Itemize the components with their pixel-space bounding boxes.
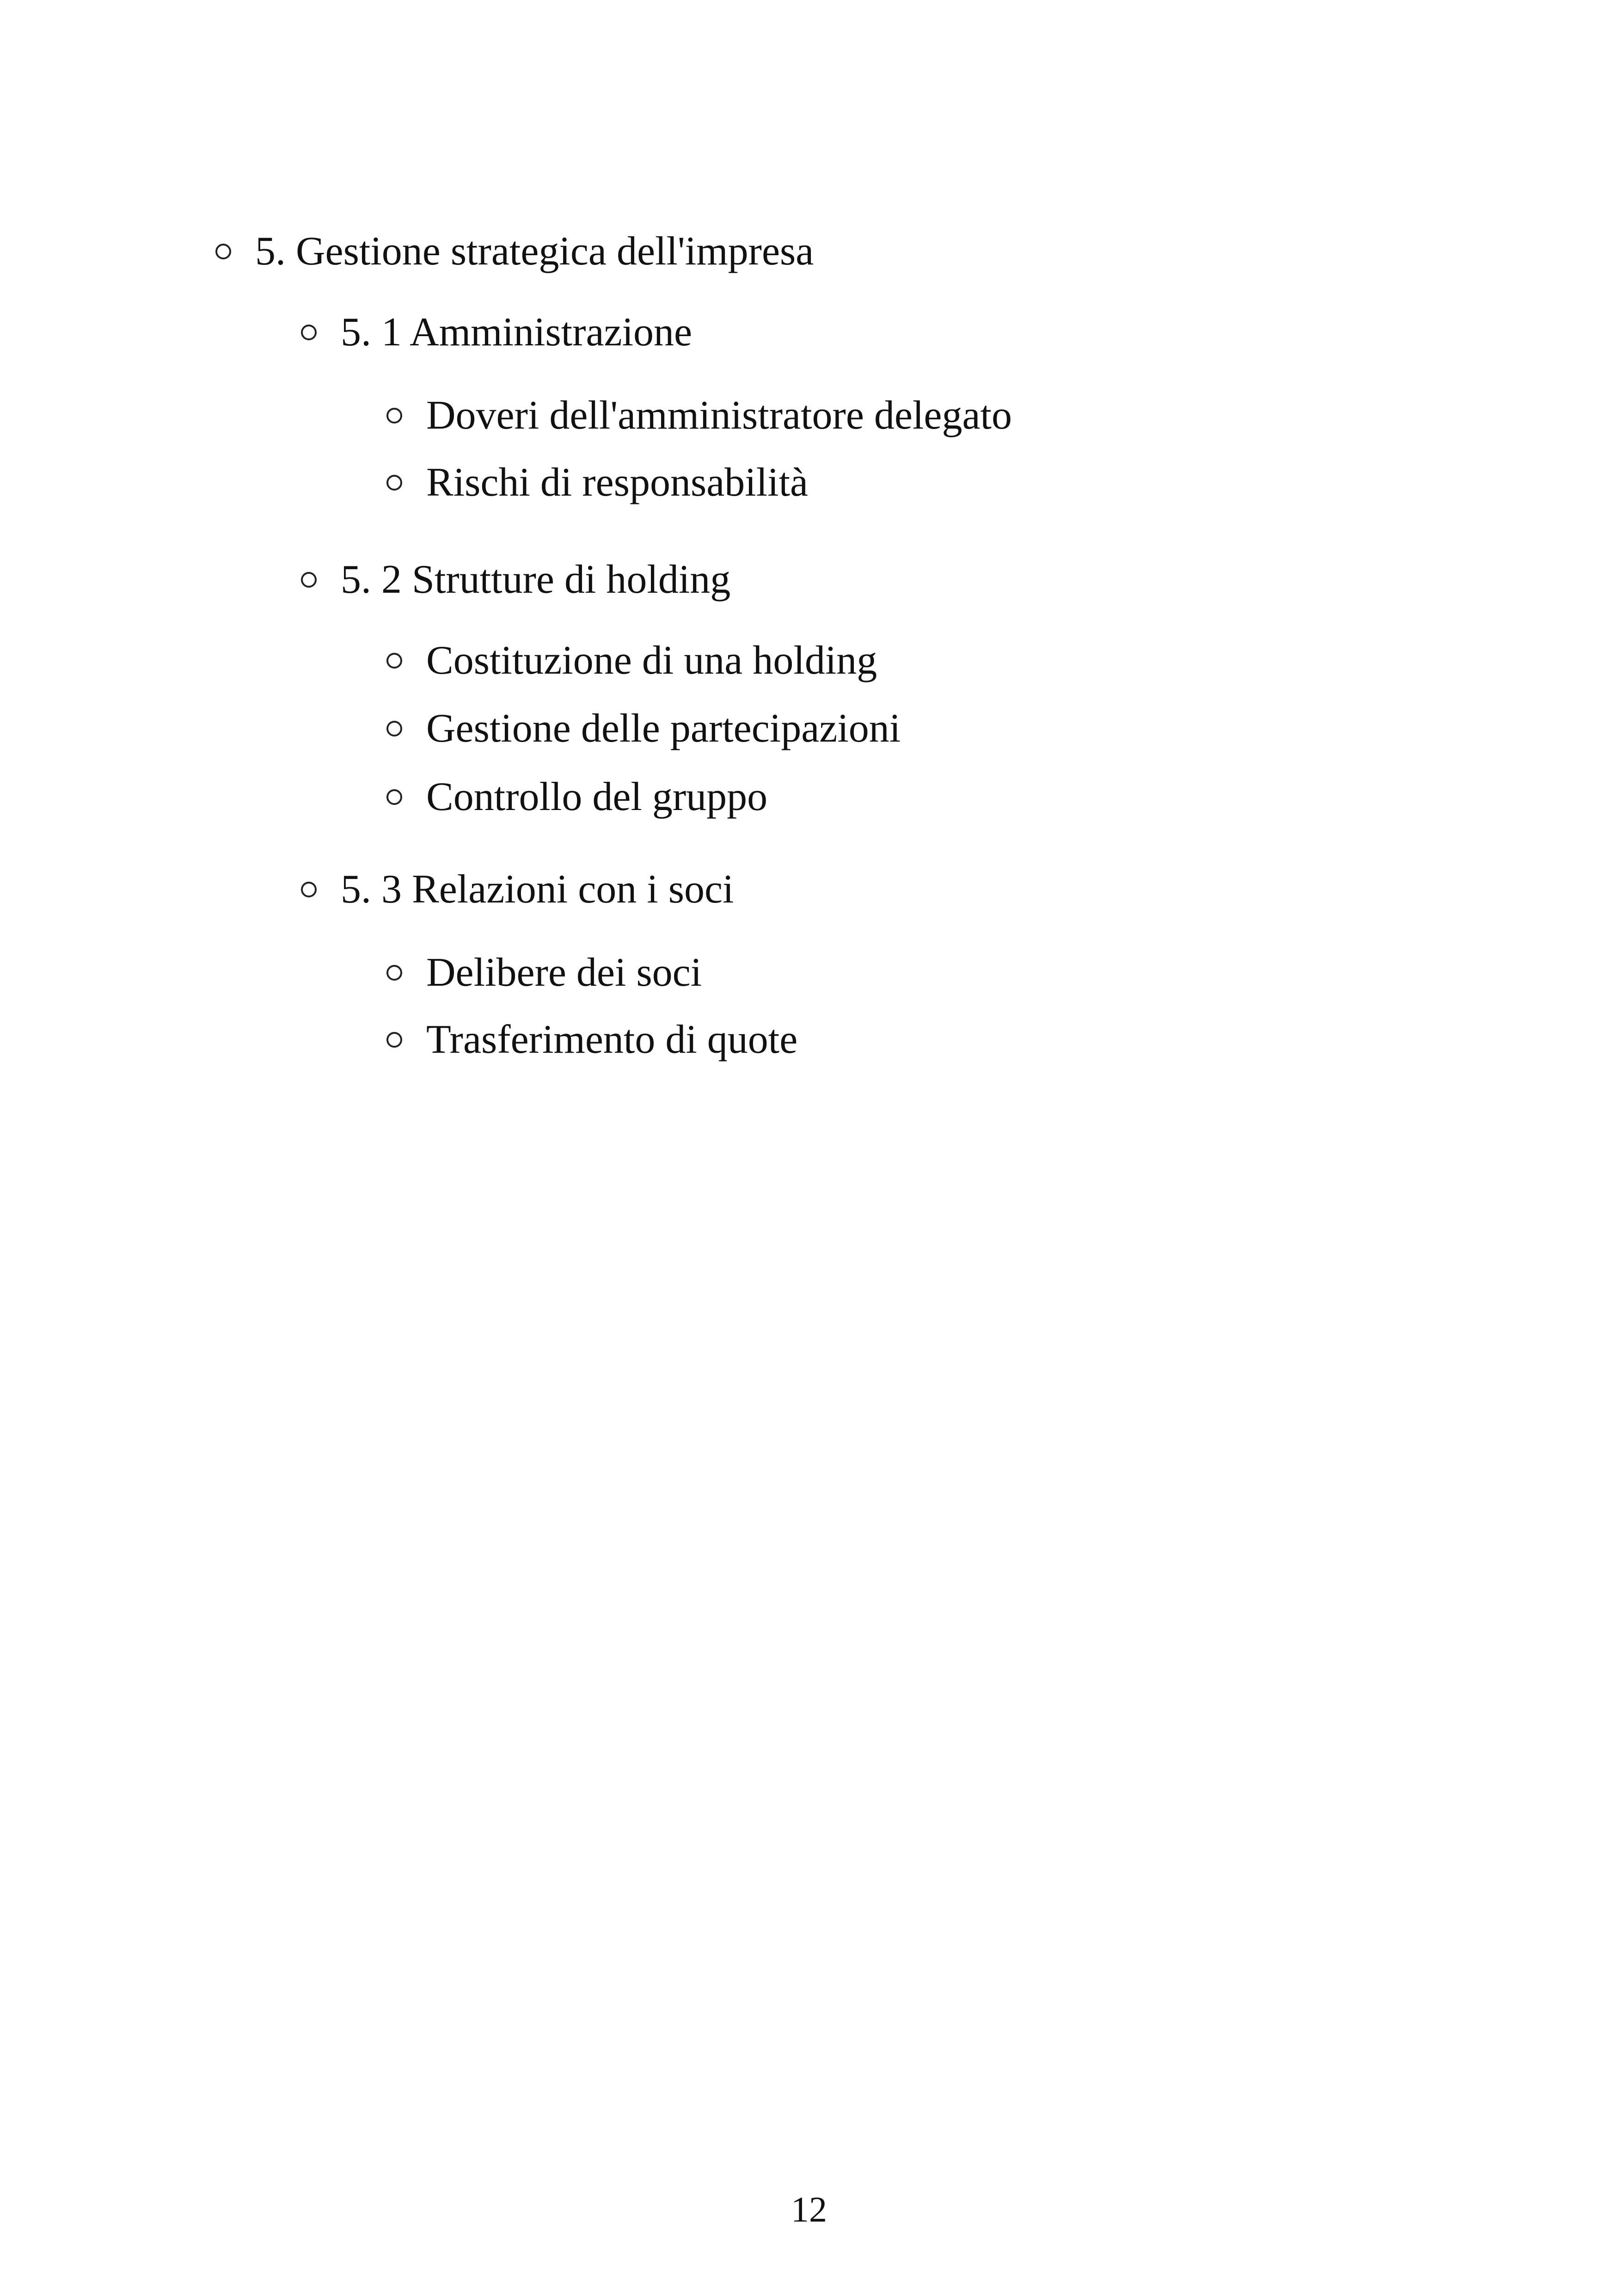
- outline-item-label: Controllo del gruppo: [426, 774, 768, 819]
- page-number: 12: [791, 2189, 827, 2229]
- outline-item-topic: [386, 640, 877, 681]
- hollow-circle-bullet-icon: [301, 882, 317, 897]
- outline-item-subsection-5-1: [301, 312, 692, 353]
- hollow-circle-bullet-icon: [386, 965, 402, 981]
- outline-item-label: Doveri dell'amministratore delegato: [426, 393, 1012, 438]
- outline-item-topic: [386, 1019, 797, 1060]
- outline-item-section-5: [215, 231, 814, 272]
- hollow-circle-bullet-icon: [386, 1032, 402, 1048]
- hollow-circle-bullet-icon: [386, 721, 402, 737]
- outline-item-topic: [386, 708, 901, 749]
- outline-item-label: 5. 3 Relazioni con i soci: [341, 867, 734, 912]
- outline-item-label: 5. 1 Amministrazione: [341, 310, 693, 355]
- outline-item-topic: [386, 952, 702, 993]
- outline-item-topic: [386, 395, 1012, 436]
- outline-item-label: 5. 2 Strutture di holding: [341, 557, 731, 602]
- outline-item-subsection-5-2: [301, 559, 730, 600]
- outline-item-label: Rischi di responsabilità: [426, 460, 809, 505]
- hollow-circle-bullet-icon: [301, 572, 317, 588]
- outline-item-label: Delibere dei soci: [426, 950, 702, 995]
- outline-item-label: Costituzione di una holding: [426, 638, 877, 683]
- outline-item-label: 5. Gestione strategica dell'impresa: [255, 229, 814, 274]
- outline-item-topic: [386, 462, 808, 503]
- hollow-circle-bullet-icon: [386, 475, 402, 491]
- hollow-circle-bullet-icon: [386, 653, 402, 669]
- hollow-circle-bullet-icon: [301, 325, 317, 340]
- outline-item-label: Trasferimento di quote: [426, 1017, 798, 1062]
- outline-item-subsection-5-3: [301, 869, 734, 910]
- outline-item-label: Gestione delle partecipazioni: [426, 706, 901, 751]
- hollow-circle-bullet-icon: [386, 408, 402, 424]
- hollow-circle-bullet-icon: [215, 244, 231, 259]
- hollow-circle-bullet-icon: [386, 789, 402, 805]
- outline-item-topic: [386, 774, 768, 819]
